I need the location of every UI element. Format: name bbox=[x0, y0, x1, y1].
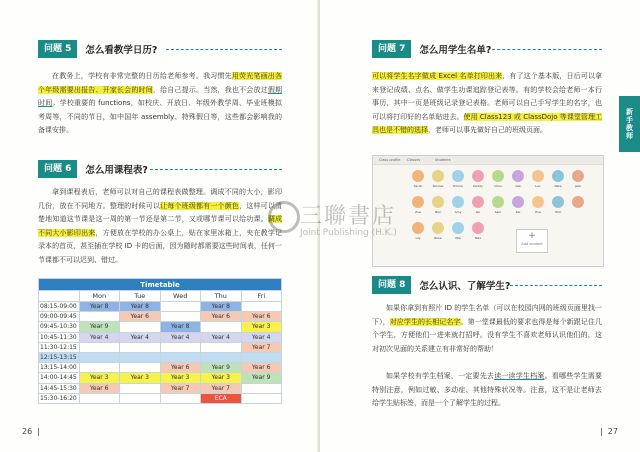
timetable-cell: Year 6 bbox=[201, 312, 242, 322]
student-name: Ian bbox=[475, 210, 481, 214]
timetable-cell: Year 7 bbox=[241, 342, 282, 352]
monster-avatar-icon bbox=[472, 170, 484, 182]
highlight: 调成不同大小影印出来 bbox=[38, 215, 283, 237]
underline: 假期时间 bbox=[38, 85, 283, 108]
add-student-button: + Add student bbox=[516, 229, 548, 253]
student-avatar bbox=[569, 196, 587, 216]
timetable-cell bbox=[241, 352, 282, 362]
time-slot: 09:00-09:45 bbox=[39, 312, 80, 322]
timetable-cell: Year 8 bbox=[160, 322, 201, 332]
timetable-cell: Year 4 bbox=[201, 332, 242, 342]
underline: 读一读学生档案 bbox=[494, 372, 545, 380]
student-avatar bbox=[409, 196, 427, 216]
monster-avatar-icon bbox=[412, 222, 424, 234]
student-name: Ben bbox=[435, 210, 441, 214]
student-avatar bbox=[469, 170, 487, 190]
timetable-cell bbox=[241, 302, 282, 312]
monster-avatar-icon bbox=[492, 170, 504, 182]
student-avatar bbox=[429, 222, 447, 242]
monster-avatar-icon bbox=[452, 170, 464, 182]
student-name: Sarah bbox=[413, 184, 423, 188]
timetable-cell: Year 4 bbox=[120, 332, 161, 342]
app-tab-bar bbox=[373, 156, 603, 165]
question-7-heading bbox=[372, 40, 491, 58]
timetable-cell: Year 3 bbox=[201, 373, 242, 383]
timetable-cell bbox=[120, 322, 161, 332]
student-name: Mia bbox=[455, 236, 461, 240]
timetable-row bbox=[39, 352, 282, 362]
student-avatar bbox=[509, 170, 527, 190]
time-slot: 09:45-10:30 bbox=[39, 322, 80, 332]
publisher-logo-icon bbox=[268, 201, 300, 233]
monster-avatar-icon bbox=[512, 196, 524, 208]
highlight: 用荧光笔画出各个年级需要出报告、开家长会的时间 bbox=[38, 72, 283, 94]
time-slot: 14:00-14:45 bbox=[39, 373, 80, 383]
monster-avatar-icon bbox=[432, 196, 444, 208]
timetable-cell bbox=[120, 383, 161, 393]
student-avatar bbox=[549, 170, 567, 190]
monster-avatar-icon bbox=[572, 196, 584, 208]
timetable-cell: Year 3 bbox=[160, 373, 201, 383]
timetable-cell bbox=[201, 352, 242, 362]
monster-avatar-icon bbox=[532, 170, 544, 182]
timetable-row bbox=[39, 393, 282, 403]
timetable-cell: Year 6 bbox=[241, 312, 282, 322]
day-header: Mon bbox=[79, 291, 120, 302]
student-name: Nicolas bbox=[432, 184, 444, 188]
timetable-cell bbox=[160, 342, 201, 352]
student-avatar bbox=[569, 170, 587, 190]
student-name: Jack bbox=[574, 184, 582, 188]
paragraph: 如果学校有学生档案，一定要先去读一读学生档案。看哪些学生需要特别注意，例如过敏、多动症、其他特殊状况等。注意，这不是让老师去给学生贴标签，而是一个了解学生的过程。 bbox=[372, 372, 603, 408]
student-avatar bbox=[549, 196, 567, 216]
monster-avatar-icon bbox=[532, 196, 544, 208]
timetable-cell: Year 8 bbox=[79, 302, 120, 312]
monster-avatar-icon bbox=[492, 196, 504, 208]
timetable-cell: Year 9 bbox=[79, 322, 120, 332]
highlight: 使用 Class123 或 ClassDojo 等课堂管理工具也是不错的选择 bbox=[372, 112, 603, 135]
student-avatar bbox=[409, 222, 427, 242]
timetable-cell bbox=[79, 312, 120, 322]
time-slot: 10:45-11:30 bbox=[39, 332, 80, 342]
student-name: Eva bbox=[535, 210, 541, 214]
timetable-cell: Year 9 bbox=[241, 373, 282, 383]
question-tag: 问题 5 bbox=[38, 40, 77, 58]
timetable-row bbox=[39, 342, 282, 352]
timetable-cell bbox=[241, 393, 282, 403]
time-slot: 13:15-14:00 bbox=[39, 363, 80, 373]
timetable-caption: Timetable bbox=[39, 279, 282, 291]
timetable-cell bbox=[120, 352, 161, 362]
divider bbox=[166, 49, 282, 51]
question-title: 怎么认识、了解学生? bbox=[419, 281, 511, 292]
question-6-heading bbox=[38, 160, 148, 178]
timetable-cell bbox=[160, 393, 201, 403]
student-avatar bbox=[429, 170, 447, 190]
monster-avatar-icon bbox=[412, 170, 424, 182]
timetable-row bbox=[39, 332, 282, 342]
timetable-cell: Year 6 bbox=[79, 383, 120, 393]
student-name: Lily bbox=[415, 236, 421, 240]
student-avatar bbox=[449, 196, 467, 216]
student-name: Chris bbox=[494, 184, 502, 188]
divider bbox=[492, 49, 602, 51]
student-name: Zoe bbox=[415, 210, 421, 214]
monster-avatar-icon bbox=[512, 170, 524, 182]
paragraph: 如果你拿到有照片 ID 的学生名单（可以在校园内网的班级页面里找一下），对应学生的长相记名字。第一堂课最低的要求也得是每个新跟记住几个学生，方便他们一进来就打招呼。没有学生不喜欢老师认识他们的，这对初次见面的关系建立有非常好的帮助！ bbox=[372, 304, 602, 353]
timetable-cell: Year 3 bbox=[120, 373, 161, 383]
student-avatar bbox=[409, 170, 427, 190]
time-slot: 12:15-13:15 bbox=[39, 352, 80, 362]
page-number: | 27 bbox=[600, 427, 618, 436]
time-slot: 15:30-16:20 bbox=[39, 393, 80, 403]
student-avatar bbox=[489, 170, 507, 190]
timetable-cell: Year 8 bbox=[120, 302, 161, 312]
timetable-cell bbox=[201, 322, 242, 332]
day-header: Fri bbox=[241, 291, 282, 302]
section-side-tab: 新手教师 bbox=[619, 96, 640, 152]
question-title: 怎么用课程表? bbox=[85, 165, 148, 176]
student-avatar bbox=[449, 222, 467, 242]
monster-avatar-icon bbox=[552, 196, 564, 208]
question-tag: 问题 7 bbox=[372, 40, 411, 58]
timetable-row bbox=[39, 322, 282, 332]
student-avatar bbox=[489, 196, 507, 216]
monster-avatar-icon bbox=[452, 222, 464, 234]
timetable-row bbox=[39, 302, 282, 312]
student-avatar bbox=[529, 196, 547, 216]
timetable-cell bbox=[160, 352, 201, 362]
paragraph: 在教务上，学校有非常完整的日历给老师参考。我习惯先用荧光笔画出各个年级需要出报告、开家长会的时间，给自己提示。当然，我也不会放过假期时间。学校重要的 functions，如校庆、开放日、年级外教学周、毕业班模拟考周等，不同的节日，如中国年 assembly、特殊假日等，这些都会影响我的备课安排。 bbox=[38, 72, 283, 135]
timetable-cell: ECA bbox=[201, 393, 242, 403]
day-header: Wed bbox=[160, 291, 201, 302]
student-avatar bbox=[509, 196, 527, 216]
time-slot: 14:45-15:30 bbox=[39, 383, 80, 393]
timetable-cell bbox=[79, 352, 120, 362]
timetable-row bbox=[39, 312, 282, 322]
timetable-row bbox=[39, 363, 282, 373]
question-tag: 问题 8 bbox=[372, 276, 411, 294]
highlight: 可以将学生名字做成 Excel 名单打印出来 bbox=[372, 72, 503, 80]
timetable-cell bbox=[79, 342, 120, 352]
publisher-watermark: 三聯書店 Joint Publishing (H.K.) bbox=[268, 195, 408, 255]
question-8-heading bbox=[372, 276, 510, 294]
question-5-heading bbox=[38, 40, 157, 58]
monster-avatar-icon bbox=[552, 170, 564, 182]
timetable-cell: Year 6 bbox=[160, 363, 201, 373]
timetable-cell: Year 3 bbox=[241, 322, 282, 332]
student-avatar bbox=[469, 222, 487, 242]
monster-avatar-icon bbox=[472, 196, 484, 208]
timetable-cell: Year 4 bbox=[160, 332, 201, 342]
timetable bbox=[38, 278, 282, 404]
timetable-cell: Year 9 bbox=[201, 363, 242, 373]
timetable-cell bbox=[79, 393, 120, 403]
day-header: Thu bbox=[201, 291, 242, 302]
timetable-cell bbox=[79, 363, 120, 373]
monster-avatar-icon bbox=[432, 222, 444, 234]
timetable-cell bbox=[201, 342, 242, 352]
student-avatar bbox=[469, 196, 487, 216]
day-header: Tue bbox=[120, 291, 161, 302]
timetable-cell bbox=[120, 393, 161, 403]
monster-avatar-icon bbox=[452, 196, 464, 208]
student-avatar bbox=[449, 170, 467, 190]
page-number: 26 | bbox=[22, 427, 40, 436]
question-title: 怎么用学生名单? bbox=[419, 45, 492, 56]
timetable-cell: Year 8 bbox=[201, 302, 242, 312]
student-name: Amy bbox=[454, 210, 462, 214]
student-name: Max bbox=[474, 236, 482, 240]
timetable-cell bbox=[160, 302, 201, 312]
timetable-cell bbox=[120, 363, 161, 373]
student-name: Daddy bbox=[473, 184, 483, 188]
highlight: 让每个班级都有一个颜色 bbox=[160, 201, 240, 210]
timetable-cell: Year 4 bbox=[79, 332, 120, 342]
timetable-cell: Year 6 bbox=[241, 363, 282, 373]
highlight: 对应学生的长相记名字 bbox=[389, 317, 461, 326]
app-tab: Class profile bbox=[379, 158, 401, 162]
timetable-cell: Year 4 bbox=[241, 332, 282, 342]
student-name: Nate bbox=[554, 184, 562, 188]
student-name: Isla bbox=[515, 184, 521, 188]
timetable-cell: Year 3 bbox=[79, 373, 120, 383]
paragraph: 拿到课程表后，老师可以对自己的课程表做整理。调成不同的大小，影印几份，放在不同地方。整理的时候可以让每个班级都有一个颜色，这样可以清楚地知道这节课是这一周的第一节还是第二节，又或哪节课可以给功课。调成不同大小影印出来，方便放在学校的办公桌上，贴在家里冰箱上，夹在教学记录本的首页，甚至插在学校 ID 卡的后面，因为随时都需要这些时间表，任何一节课都不可以迟到、错过。 bbox=[38, 188, 283, 264]
student-name: Leo bbox=[535, 184, 541, 188]
time-slot: 11:30-12:15 bbox=[39, 342, 80, 352]
app-tab: Classes bbox=[407, 158, 421, 162]
paragraph: 可以将学生名字做成 Excel 名单打印出来，有了这个基本版，日后可以拿来登记成绩、点名、做学生功课追踪登记表等。有的学校会给老师一本行事历，其中一页是班级记录登记表格。老师可以自己手写学生的名字，也可以将打印好的名单贴进去。使用 Class123 或 ClassDojo 等课堂管理工具也是不错的选择，老师可以事先做好自己的班级页面。 bbox=[372, 72, 603, 135]
monster-avatar-icon bbox=[412, 196, 424, 208]
student-name: Rose bbox=[434, 236, 442, 240]
app-tab: Students bbox=[435, 158, 451, 162]
monster-avatar-icon bbox=[432, 170, 444, 182]
timetable-row bbox=[39, 373, 282, 383]
timetable-cell: Year 7 bbox=[160, 383, 201, 393]
time-header bbox=[39, 291, 80, 302]
timetable-row bbox=[39, 383, 282, 393]
monster-avatar-icon bbox=[472, 222, 484, 234]
timetable-cell: Year 7 bbox=[201, 383, 242, 393]
student-name: Kai bbox=[515, 210, 521, 214]
timetable-cell bbox=[120, 342, 161, 352]
monster-avatar-icon bbox=[572, 170, 584, 182]
student-avatar bbox=[529, 170, 547, 190]
time-slot: 08:15-09:00 bbox=[39, 302, 80, 312]
timetable-cell: Year 6 bbox=[120, 312, 161, 322]
question-title: 怎么看教学日历? bbox=[85, 45, 158, 56]
student-name: Sam bbox=[494, 210, 502, 214]
student-name: Tom bbox=[554, 210, 562, 214]
student-avatar bbox=[429, 196, 447, 216]
timetable-cell bbox=[241, 383, 282, 393]
question-tag: 问题 6 bbox=[38, 160, 77, 178]
divider bbox=[510, 285, 602, 287]
timetable-cell bbox=[160, 312, 201, 322]
divider bbox=[150, 169, 282, 171]
student-name: Emma bbox=[453, 184, 463, 188]
